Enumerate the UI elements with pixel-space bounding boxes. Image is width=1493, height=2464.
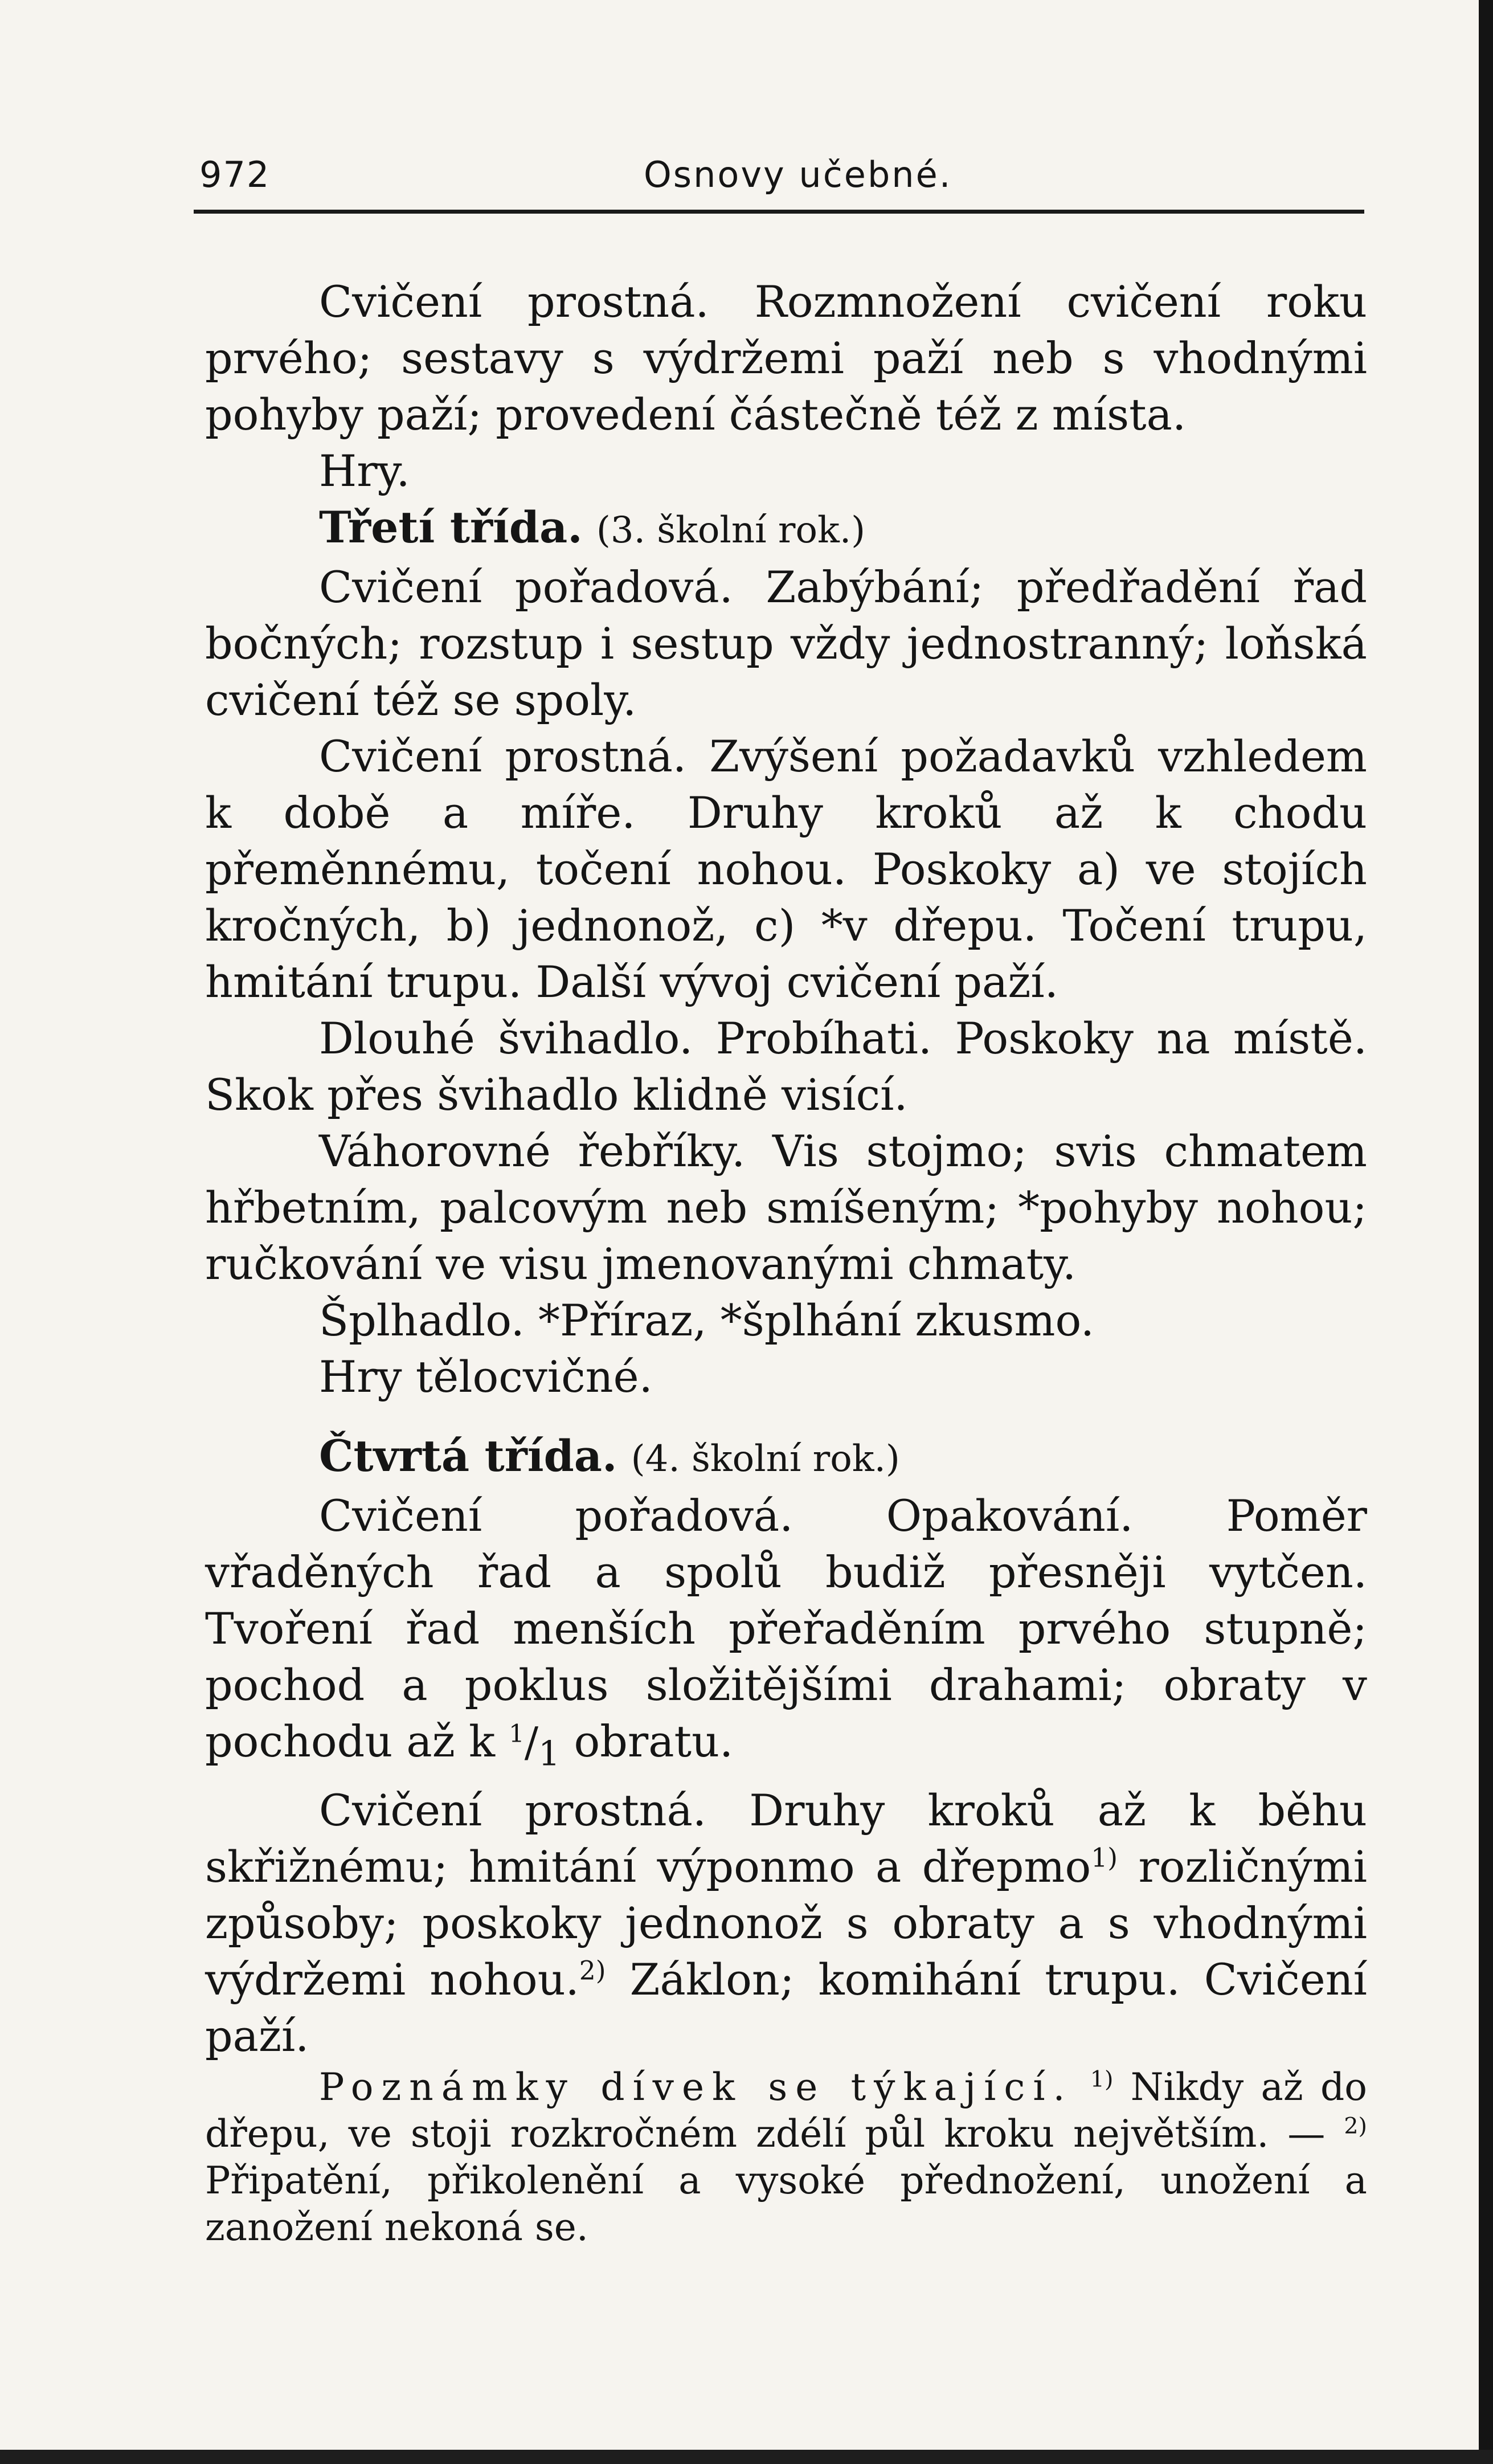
paragraph-prostna-3 bbox=[205, 728, 1367, 1010]
page-header bbox=[199, 154, 1367, 216]
notes-text: Připatění, přikolenění a vysoké přednožení, unožení a zanožení nekoná se. bbox=[205, 2159, 1367, 2250]
page-body bbox=[205, 273, 1367, 2251]
paragraph-text: Záklon; komihání trupu. Cvičení paží. bbox=[205, 1954, 1367, 2062]
footnote-mark: 2) bbox=[1344, 2113, 1367, 2140]
paragraph-text: Zvýšení požadavků vzhledem k době a míře. Druhy kroků až k chodu přeměnnému, točení nohou. Poskoky a) ve stojích kročných, b) jednonož, c) *v dřepu. Točení trupu, hmitání trupu. Další vývoj cvičení paží. bbox=[205, 731, 1367, 1007]
paragraph-rebriky bbox=[205, 1123, 1367, 1292]
page-number: 972 bbox=[199, 154, 271, 195]
footnote-mark: 1) bbox=[1090, 2066, 1114, 2093]
paragraph-splhadlo bbox=[205, 1292, 1367, 1349]
paragraph-text: rozličnými způsoby; poskoky jednonož s obraty a s vhodnými výdržemi nohou. bbox=[205, 1841, 1368, 2005]
paragraph-text: Druhy kroků až k běhu skřižnému; hmitání výponmo a dřepmo bbox=[205, 1785, 1367, 1893]
paragraph-hry-telocvicne bbox=[205, 1349, 1367, 1405]
paragraph-text: obratu. bbox=[560, 1716, 734, 1767]
section-gap bbox=[205, 1405, 1367, 1428]
heading-title: Čtvrtá třída. bbox=[319, 1431, 617, 1481]
paragraph-hry bbox=[205, 443, 1367, 499]
paragraph-text: Vis stojmo; svis chmatem hřbetním, palcovým neb smíšeným; *pohyby nohou; ručkování ve visu jmenovanými chmaty. bbox=[205, 1126, 1367, 1289]
paragraph-text: Hry tělocvičné. bbox=[319, 1351, 653, 1402]
paragraph-label: Cvičení prostná. bbox=[319, 1785, 707, 1836]
paragraph-text: Šplhadlo. *Příraz, *šplhání zkusmo. bbox=[319, 1295, 1095, 1346]
paragraph-label: Dlouhé švihadlo. bbox=[319, 1013, 693, 1064]
paragraph-prostna-4 bbox=[205, 1782, 1367, 2064]
fraction-denominator: 1 bbox=[538, 1734, 561, 1774]
paragraph-text: Rozmnožení cvičení roku prvého; sestavy s výdržemi paží neb s vhodnými pohyby paží; provedení částečně též z místa. bbox=[205, 276, 1367, 440]
paragraph-label: Cvičení pořadová. bbox=[319, 1490, 793, 1541]
paragraph-text: Hry. bbox=[319, 446, 410, 496]
paragraph-svihadlo bbox=[205, 1010, 1367, 1123]
heading-fourth-class bbox=[205, 1428, 1367, 1488]
fraction-numerator: 1 bbox=[509, 1719, 525, 1748]
paragraph-label: Cvičení prostná. bbox=[319, 276, 709, 327]
heading-subtitle: (3. školní rok.) bbox=[596, 509, 866, 551]
scan-edge-bottom bbox=[0, 2450, 1493, 2464]
paragraph-text: Probíhati. Poskoky na místě. Skok přes švihadlo klidně visící. bbox=[205, 1013, 1367, 1120]
running-title: Osnovy učebné. bbox=[644, 154, 952, 195]
notes-label: Poznámky dívek se týkající. bbox=[319, 2065, 1073, 2110]
paragraph-label: Váhorovné řebříky. bbox=[319, 1126, 746, 1176]
heading-third-class bbox=[205, 499, 1367, 559]
fraction: $^1/_1$ bbox=[509, 1719, 561, 1774]
paragraph-prostna-2 bbox=[205, 273, 1367, 443]
scan-edge-right bbox=[1479, 0, 1493, 2464]
heading-title: Třetí třída. bbox=[319, 502, 583, 553]
header-rule bbox=[194, 210, 1364, 214]
heading-subtitle: (4. školní rok.) bbox=[631, 1438, 900, 1480]
notes-text: Nikdy až do dřepu, ve stoji rozkročném zdélí půl kroku největším. — bbox=[205, 2065, 1367, 2156]
notes-block bbox=[205, 2064, 1367, 2251]
footnote-ref: 2) bbox=[579, 1956, 606, 1987]
paragraph-poradova-4 bbox=[205, 1488, 1367, 1782]
paragraph-label: Cvičení pořadová. bbox=[319, 562, 733, 612]
notes-paragraph bbox=[205, 2064, 1367, 2251]
paragraph-label: Cvičení prostná. bbox=[319, 731, 687, 782]
paragraph-text: Opakování. Poměr vřaděných řad a spolů budiž přesněji vytčen. Tvoření řad menších přeřaděním prvého stupně; pochod a poklus složitějšími drahami; obraty v pochodu až k bbox=[205, 1490, 1367, 1767]
paragraph-poradova-3 bbox=[205, 559, 1367, 728]
footnote-ref: 1) bbox=[1091, 1843, 1118, 1874]
paragraph-text: Zabýbání; předřadění řad bočných; rozstup i sestup vždy jednostranný; loňská cvičení též se spoly. bbox=[205, 562, 1367, 725]
